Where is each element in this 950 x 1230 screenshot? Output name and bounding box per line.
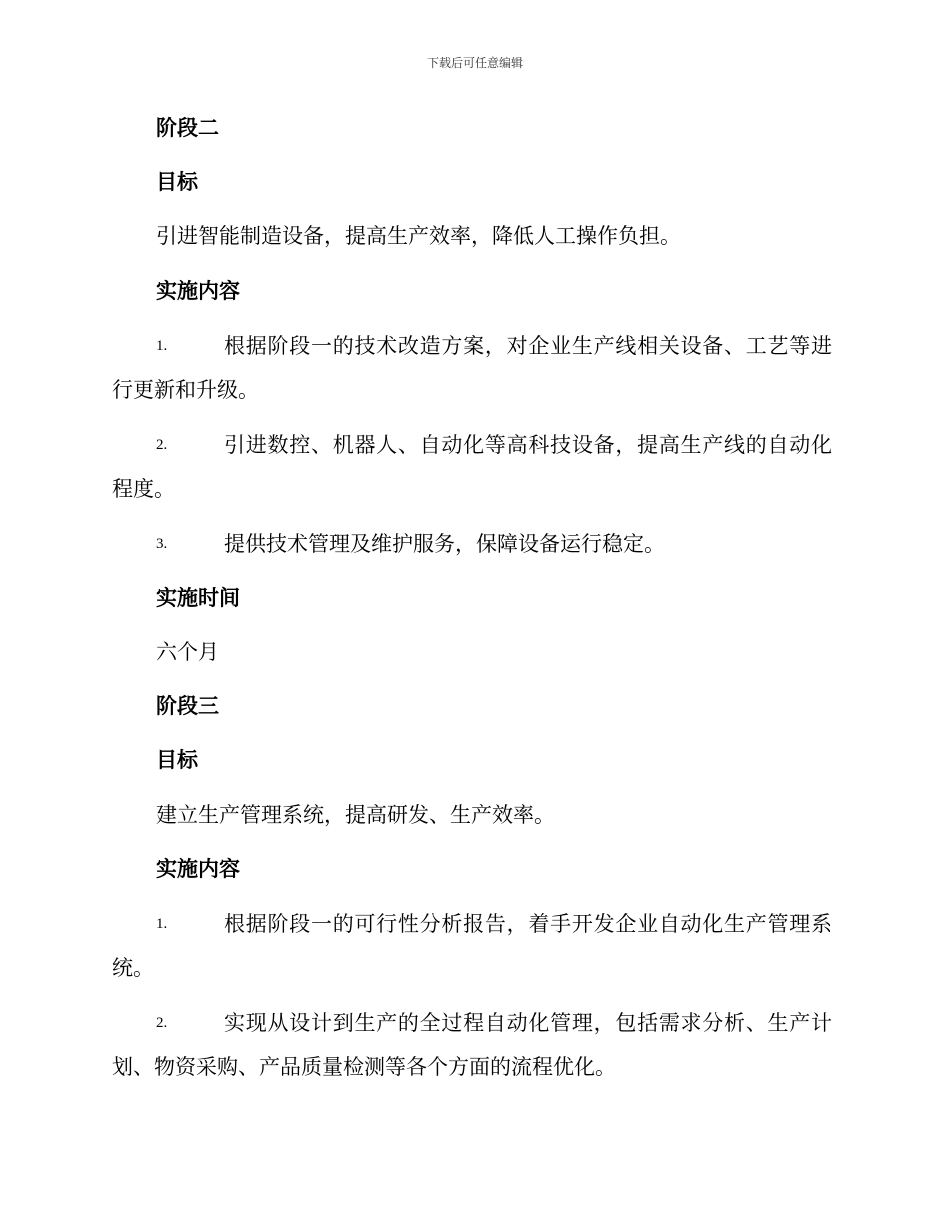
stage2-item-1-line2: 行更新和升级。 (112, 378, 259, 402)
stage3-title: 阶段三 (156, 694, 219, 718)
stage2-goal-heading: 目标 (156, 170, 198, 194)
stage2-title: 阶段二 (156, 116, 219, 140)
stage2-item-2-number: 2. (156, 437, 168, 453)
stage2-item-2-line1: 引进数控、机器人、自动化等高科技设备，提高生产线的自动化 (224, 433, 832, 457)
stage2-goal-text: 引进智能制造设备，提高生产效率，降低人工操作负担。 (156, 224, 681, 248)
page-header: 下载后可任意编辑 (426, 56, 523, 70)
stage2-content-heading: 实施内容 (156, 279, 240, 303)
stage2-item-1-number: 1. (156, 338, 168, 354)
stage3-goal-text: 建立生产管理系统，提高研发、生产效率。 (156, 803, 555, 827)
stage2-item-1-line1: 根据阶段一的技术改造方案，对企业生产线相关设备、工艺等进 (224, 334, 832, 358)
stage3-item-2-line1: 实现从设计到生产的全过程自动化管理，包括需求分析、生产计 (224, 1011, 832, 1035)
stage2-item-3-number: 3. (156, 536, 168, 552)
stage2-item-2-line2: 程度。 (112, 477, 175, 501)
stage3-content-heading: 实施内容 (156, 857, 240, 881)
stage2-time-heading: 实施时间 (156, 586, 240, 610)
stage3-goal-heading: 目标 (156, 748, 198, 772)
stage3-item-2-number: 2. (156, 1015, 168, 1031)
stage3-item-2-line2: 划、物资采购、产品质量检测等各个方面的流程优化。 (112, 1055, 616, 1079)
stage3-item-1-line2: 统。 (112, 956, 154, 980)
stage2-time-text: 六个月 (156, 640, 219, 664)
stage2-item-3-line1: 提供技术管理及维护服务，保障设备运行稳定。 (224, 532, 665, 556)
stage3-item-1-number: 1. (156, 916, 168, 932)
stage3-item-1-line1: 根据阶段一的可行性分析报告，着手开发企业自动化生产管理系 (224, 912, 832, 936)
